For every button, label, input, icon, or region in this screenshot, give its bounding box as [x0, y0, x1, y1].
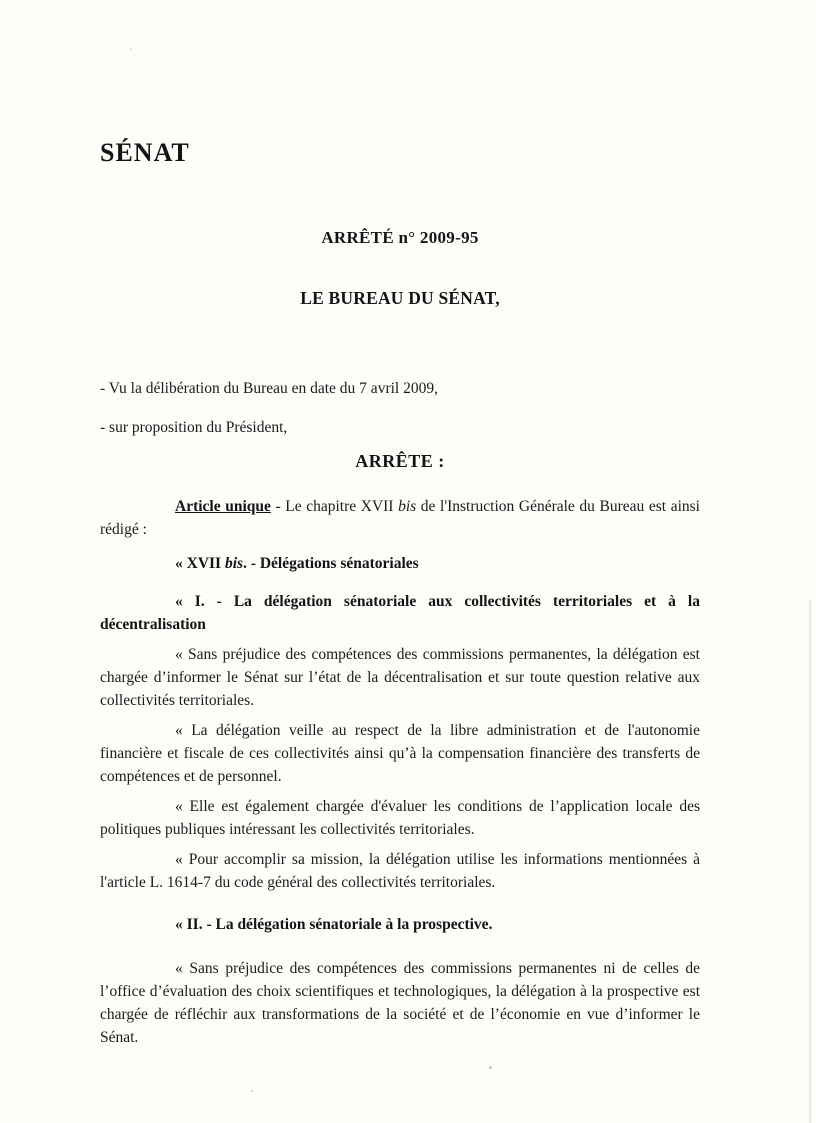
- body-paragraph: « La délégation veille au respect de la libre administration et de l'autonomie financière et fiscale de ces collectivités ainsi qu’à la compensation financière des transferts de compétences et de personnel.: [100, 722, 700, 785]
- addressee-heading: LE BUREAU DU SÉNAT,: [300, 288, 500, 308]
- section-2-heading: « II. - La délégation sénatoriale à la prospective.: [175, 916, 493, 933]
- recital-line: - Vu la délibération du Bureau en date du 7 avril 2009,: [100, 380, 438, 397]
- scan-speck: [130, 48, 132, 50]
- article-unique-label: Article unique: [175, 498, 271, 515]
- org-name: SÉNAT: [100, 138, 190, 167]
- recital-line: - sur proposition du Président,: [100, 419, 288, 436]
- body-paragraph: « Pour accomplir sa mission, la délégation utilise les informations mentionnées à l'article L. 1614-7 du code général des collectivités territoriales.: [100, 851, 700, 891]
- chapter-heading: [100, 552, 700, 575]
- chapter-heading-text: « XVII: [175, 555, 225, 572]
- chapter-heading-text: . - Délégations sénatoriales: [243, 555, 419, 572]
- article-text: - Le chapitre XVII: [270, 498, 399, 515]
- scan-speck: [489, 1066, 492, 1069]
- enacting-formula: ARRÊTE :: [355, 451, 445, 471]
- article-text: de l'Instruction Générale du Bureau est ainsi rédigé :: [100, 498, 700, 538]
- body-paragraph: « Sans préjudice des compétences des commissions permanentes, la délégation est chargée d’informer le Sénat sur l’état de la décentralisation et sur toute question relative aux collectivités territoriales.: [100, 646, 700, 709]
- body-paragraph: « Elle est également chargée d'évaluer les conditions de l’application locale des politiques publiques intéressant les collectivités territoriales.: [100, 798, 700, 838]
- article-unique-paragraph: [100, 495, 700, 541]
- section-1-heading: « I. - La délégation sénatoriale aux collectivités territoriales et à la décentralisation: [100, 593, 700, 633]
- scan-edge-shadow: [809, 600, 811, 1123]
- scan-speck: [251, 1090, 253, 1092]
- article-text-italic: bis: [398, 498, 417, 515]
- decree-title: ARRÊTÉ n° 2009-95: [321, 228, 479, 247]
- body-paragraph: « Sans préjudice des compétences des commissions permanentes ni de celles de l’office d’évaluation des choix scientifiques et technologiques, la délégation à la prospective est chargée de réfléchir aux transformations de la société et de l’économie en vue d’informer le Sénat.: [100, 960, 700, 1046]
- chapter-heading-italic: bis: [224, 555, 244, 572]
